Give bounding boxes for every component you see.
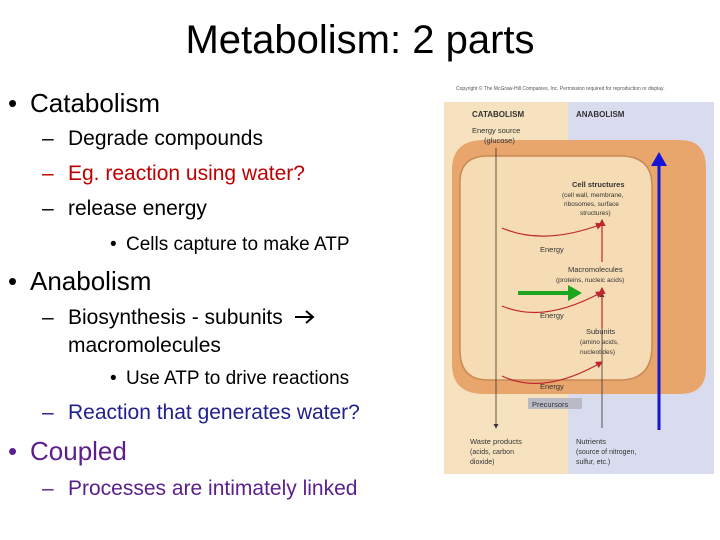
use-atp-text: Use ATP to drive reactions (126, 368, 350, 389)
sub-bullet-generates-water (42, 401, 360, 425)
generates-water-text: Reaction that generates water? (68, 401, 360, 424)
cell-structures-detail-3: structures) (580, 210, 611, 217)
dash-icon: – (42, 306, 54, 329)
macromolecules-detail: (proteins, nucleic acids) (556, 277, 625, 284)
sub-sub-bullet-capture (110, 234, 350, 256)
release-text: release energy (68, 197, 207, 220)
catabolism-text: Catabolism (30, 88, 161, 118)
bullet-coupled (8, 436, 127, 467)
sub-sub-bullet-use-atp (110, 368, 349, 390)
macromolecules-label: Macromolecules (568, 265, 623, 274)
bullet-dot-icon: • (8, 88, 18, 118)
energy-source-label: Energy source (472, 126, 521, 135)
dash-icon: – (42, 162, 54, 185)
energy-label-3: Energy (540, 382, 564, 391)
waste-detail-2: dioxide) (470, 459, 495, 466)
bullet-dot-icon: • (8, 266, 18, 296)
eg-water-text: Eg. reaction using water? (68, 162, 305, 185)
bullet-anabolism (8, 266, 151, 297)
nutrients-detail-2: sulfur, etc.) (576, 459, 611, 466)
anabolism-header: ANABOLISM (576, 110, 625, 119)
precursors-label: Precursors (532, 400, 569, 409)
nutrients-label: Nutrients (576, 437, 607, 446)
glucose-label: (glucose) (484, 136, 515, 145)
catabolism-header: CATABOLISM (472, 110, 525, 119)
sub-bullet-biosynthesis (42, 306, 317, 330)
sub-bullet-release (42, 197, 207, 221)
subunits-label: Subunits (586, 327, 616, 336)
degrade-text: Degrade compounds (68, 127, 263, 150)
bullet-catabolism (8, 88, 160, 119)
metabolism-diagram (444, 78, 714, 474)
cell-inner (460, 156, 652, 380)
figure-copyright: Copyright © The McGraw-Hill Companies, Inc. Permission required for reproduction or display. (456, 86, 665, 92)
anabolism-text: Anabolism (30, 266, 152, 296)
bullet-dot-icon: • (110, 234, 117, 255)
cell-structures-detail-1: (cell wall, membrane, (562, 192, 624, 199)
subunits-detail-2: nucleotides) (580, 349, 616, 356)
macromolecules-line: macromolecules (68, 334, 221, 357)
waste-products-label: Waste products (470, 437, 522, 446)
dash-icon: – (42, 401, 54, 424)
bullet-dot-icon: • (8, 436, 18, 466)
sub-bullet-intimately (42, 477, 357, 501)
dash-icon: – (42, 127, 54, 150)
biosynthesis-text: Biosynthesis - subunits (68, 306, 283, 329)
coupled-text: Coupled (30, 436, 127, 466)
cell-structures-detail-2: ribosomes, surface (564, 201, 619, 208)
intimately-text: Processes are intimately linked (68, 477, 358, 500)
slide-title: Metabolism: 2 parts (185, 18, 535, 62)
capture-text: Cells capture to make ATP (126, 234, 350, 255)
dash-icon: – (42, 477, 54, 500)
energy-label-2: Energy (540, 311, 564, 320)
metabolism-figure (444, 78, 714, 474)
right-arrow-icon (293, 309, 317, 325)
dash-icon: – (42, 197, 54, 220)
nutrients-detail-1: (source of nitrogen, (576, 449, 637, 456)
waste-detail-1: (acids, carbon (470, 449, 514, 456)
cell-structures-label: Cell structures (572, 180, 625, 189)
subunits-detail-1: (amino acids, (580, 339, 619, 346)
sub-bullet-degrade (42, 127, 263, 151)
sub-bullet-eg-water (42, 162, 305, 186)
bullet-dot-icon: • (110, 368, 117, 389)
energy-label-1: Energy (540, 245, 564, 254)
